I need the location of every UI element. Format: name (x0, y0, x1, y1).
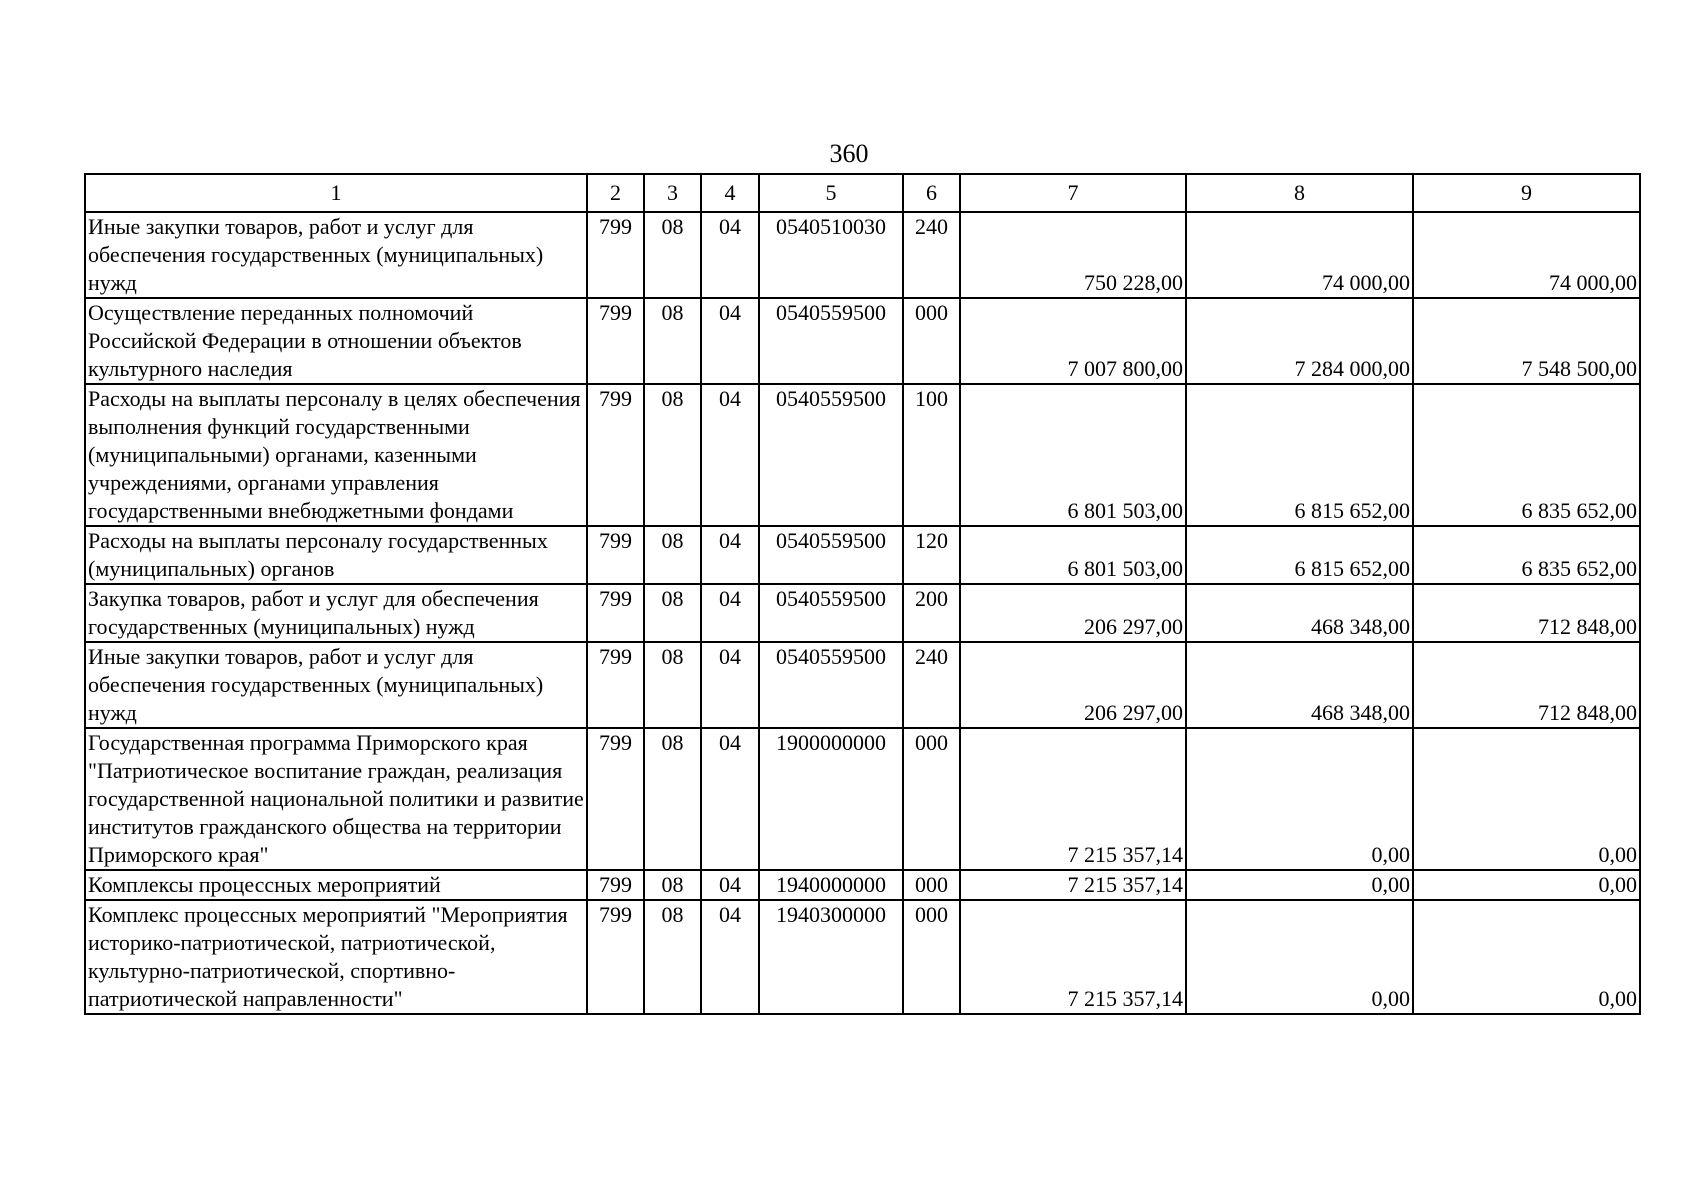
row-description: Иные закупки товаров, работ и услуг для обеспечения государственных (муниципальных) нужд (85, 212, 587, 298)
amount-col-8: 6 815 652,00 (1186, 384, 1413, 526)
table-row (85, 900, 1640, 1014)
column-header-1: 1 (85, 174, 587, 212)
expense-type-code: 240 (903, 642, 960, 728)
target-article-code: 0540559500 (759, 298, 903, 384)
section-code: 08 (644, 642, 701, 728)
subsection-code: 04 (701, 526, 759, 584)
page-number: 360 (829, 139, 869, 168)
expense-type-code: 240 (903, 212, 960, 298)
ministry-code: 799 (587, 526, 644, 584)
table-row (85, 642, 1640, 728)
row-description: Расходы на выплаты персоналу в целях обеспечения выполнения функций государственными (муниципальными) органами, казенными учреждениями, органами управления государственными внебюджетными фондами (85, 384, 587, 526)
amount-col-8: 6 815 652,00 (1186, 526, 1413, 584)
amount-col-8: 0,00 (1186, 728, 1413, 870)
amount-col-9: 0,00 (1413, 870, 1640, 900)
subsection-code: 04 (701, 728, 759, 870)
section-code: 08 (644, 298, 701, 384)
amount-col-9: 712 848,00 (1413, 642, 1640, 728)
ministry-code: 799 (587, 212, 644, 298)
target-article-code: 0540559500 (759, 526, 903, 584)
row-description: Расходы на выплаты персоналу государственных (муниципальных) органов (85, 526, 587, 584)
subsection-code: 04 (701, 298, 759, 384)
target-article-code: 1900000000 (759, 728, 903, 870)
amount-col-8: 74 000,00 (1186, 212, 1413, 298)
ministry-code: 799 (587, 584, 644, 642)
column-header-2: 2 (587, 174, 644, 212)
expense-type-code: 200 (903, 584, 960, 642)
target-article-code: 0540559500 (759, 584, 903, 642)
amount-col-9: 6 835 652,00 (1413, 526, 1640, 584)
table-row (85, 212, 1640, 298)
amount-col-9: 6 835 652,00 (1413, 384, 1640, 526)
row-description: Государственная программа Приморского края "Патриотическое воспитание граждан, реализация государственной национальной политики и развитие институтов гражданского общества на территории Приморского края" (85, 728, 587, 870)
amount-col-8: 468 348,00 (1186, 584, 1413, 642)
amount-col-7: 750 228,00 (960, 212, 1186, 298)
amount-col-8: 468 348,00 (1186, 642, 1413, 728)
amount-col-9: 0,00 (1413, 728, 1640, 870)
row-description: Комплекс процессных мероприятий "Мероприятия историко-патриотической, патриотической, культурно-патриотической, спортивно-патриотической направленности" (85, 900, 587, 1014)
target-article-code: 1940300000 (759, 900, 903, 1014)
table-row (85, 298, 1640, 384)
amount-col-7: 7 215 357,14 (960, 870, 1186, 900)
expense-type-code: 000 (903, 298, 960, 384)
row-description: Осуществление переданных полномочий Российской Федерации в отношении объектов культурного наследия (85, 298, 587, 384)
column-header-9: 9 (1413, 174, 1640, 212)
amount-col-9: 0,00 (1413, 900, 1640, 1014)
section-code: 08 (644, 212, 701, 298)
subsection-code: 04 (701, 642, 759, 728)
section-code: 08 (644, 900, 701, 1014)
amount-col-7: 206 297,00 (960, 584, 1186, 642)
ministry-code: 799 (587, 728, 644, 870)
amount-col-7: 6 801 503,00 (960, 526, 1186, 584)
column-header-4: 4 (701, 174, 759, 212)
subsection-code: 04 (701, 212, 759, 298)
budget-table (84, 173, 1641, 1015)
table-row (85, 870, 1640, 900)
expense-type-code: 100 (903, 384, 960, 526)
subsection-code: 04 (701, 870, 759, 900)
subsection-code: 04 (701, 900, 759, 1014)
amount-col-9: 74 000,00 (1413, 212, 1640, 298)
table-header-row (85, 174, 1640, 212)
subsection-code: 04 (701, 384, 759, 526)
target-article-code: 0540559500 (759, 384, 903, 526)
section-code: 08 (644, 584, 701, 642)
target-article-code: 0540510030 (759, 212, 903, 298)
target-article-code: 1940000000 (759, 870, 903, 900)
expense-type-code: 120 (903, 526, 960, 584)
amount-col-8: 0,00 (1186, 900, 1413, 1014)
amount-col-7: 7 007 800,00 (960, 298, 1186, 384)
amount-col-9: 712 848,00 (1413, 584, 1640, 642)
subsection-code: 04 (701, 584, 759, 642)
amount-col-8: 7 284 000,00 (1186, 298, 1413, 384)
section-code: 08 (644, 384, 701, 526)
section-code: 08 (644, 870, 701, 900)
table-row (85, 384, 1640, 526)
column-header-6: 6 (903, 174, 960, 212)
ministry-code: 799 (587, 642, 644, 728)
amount-col-8: 0,00 (1186, 870, 1413, 900)
amount-col-7: 6 801 503,00 (960, 384, 1186, 526)
amount-col-7: 7 215 357,14 (960, 728, 1186, 870)
amount-col-9: 7 548 500,00 (1413, 298, 1640, 384)
column-header-7: 7 (960, 174, 1186, 212)
table-row (85, 728, 1640, 870)
table-row (85, 584, 1640, 642)
expense-type-code: 000 (903, 728, 960, 870)
expense-type-code: 000 (903, 900, 960, 1014)
ministry-code: 799 (587, 900, 644, 1014)
amount-col-7: 7 215 357,14 (960, 900, 1186, 1014)
ministry-code: 799 (587, 870, 644, 900)
expense-type-code: 000 (903, 870, 960, 900)
target-article-code: 0540559500 (759, 642, 903, 728)
section-code: 08 (644, 526, 701, 584)
section-code: 08 (644, 728, 701, 870)
column-header-8: 8 (1186, 174, 1413, 212)
row-description: Иные закупки товаров, работ и услуг для обеспечения государственных (муниципальных) нужд (85, 642, 587, 728)
table-row (85, 526, 1640, 584)
column-header-5: 5 (759, 174, 903, 212)
ministry-code: 799 (587, 298, 644, 384)
row-description: Комплексы процессных мероприятий (85, 870, 587, 900)
ministry-code: 799 (587, 384, 644, 526)
amount-col-7: 206 297,00 (960, 642, 1186, 728)
row-description: Закупка товаров, работ и услуг для обеспечения государственных (муниципальных) нужд (85, 584, 587, 642)
column-header-3: 3 (644, 174, 701, 212)
